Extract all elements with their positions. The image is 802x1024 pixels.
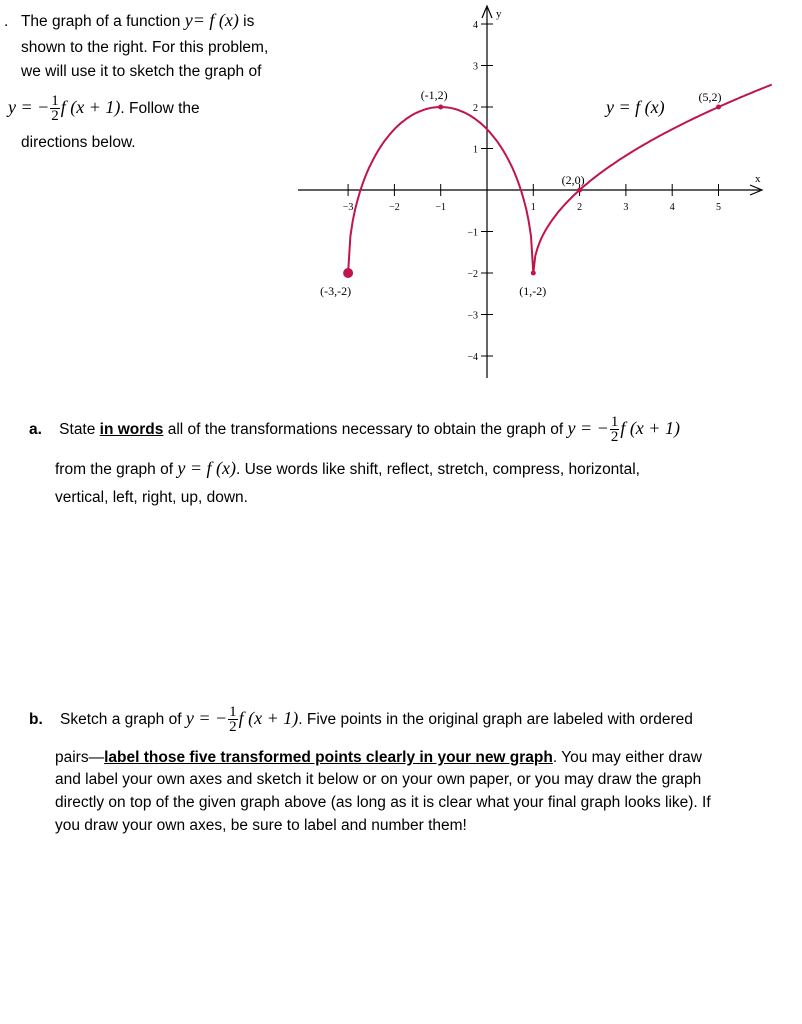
y-tick-label: −4 [467,352,478,363]
x-tick-label: 4 [669,202,675,213]
graph-point-label: (2,0) [561,173,585,187]
part-b-line-2-emphasis: label those five transformed points clearly in your new graph [104,749,553,766]
intro-line-2: shown to the right. For this problem, [21,39,269,56]
part-a-line-2-post: . Use words like shift, reflect, stretch, compress, horizontal, [235,461,640,478]
part-b-line-2 [55,748,702,768]
graph-axes [298,6,762,378]
graph-point-marker [343,268,353,278]
intro-line-3: we will use it to sketch the graph of [21,63,262,80]
intro-line-4-post: . Follow the [120,100,200,117]
part-b-post: . Five points in the original graph are labeled with ordered [298,711,693,728]
graph-ticks [343,20,721,363]
part-a-eq-fraction: $\frac{1}{2}$ [610,414,619,446]
part-b-pre: Sketch a graph of [60,711,182,728]
part-a-line-1 [29,413,680,445]
part-a-line-2-pre: from the graph of [55,461,174,478]
graph-point-label: (1,-2) [519,284,547,298]
part-b-line-2-pre: pairs— [55,749,105,766]
x-tick-label: −2 [389,202,400,213]
part-b-line-4: directly on top of the given graph above (as long as it is clear what your final graph looks like). If [55,794,711,811]
part-a-eq-lhs: y = − [567,418,609,438]
intro-eq2-lhs: y = − [8,97,50,117]
y-tick-label: −2 [467,269,478,280]
part-b-line-3: and label your own axes and sketch it below or on your own paper, or you may draw the graph [55,771,702,788]
intro-bullet: . [4,13,9,30]
graph-point-label: (-3,-2) [320,284,352,298]
x-axis-label: x [755,173,761,185]
x-tick-label: 3 [623,202,629,213]
part-a-post: all of the transformations necessary to obtain the graph of [163,421,564,438]
part-b-marker: b. [29,711,43,728]
y-tick-label: 2 [473,103,478,114]
part-a-line-2 [55,458,640,480]
part-b-line-2-post: . You may either draw [552,749,702,766]
part-a-line-3: vertical, left, right, up, down. [55,489,248,506]
intro-eq2-rhs: f (x + 1) [60,97,121,117]
y-tick-label: 1 [473,144,478,156]
graph-point-marker [531,271,536,276]
part-a-pre: State [59,421,100,438]
graph-point-marker [577,188,582,193]
intro-eq-rhs: = f (x) [192,10,239,30]
intro-line-5: directions below. [21,134,136,151]
curve-label: y = f (x) [606,97,665,117]
graph-point-label: (5,2) [698,90,722,104]
graph-point-marker [438,105,443,110]
intro-eq-lhs: y [184,10,193,30]
graph-point-label: (-1,2) [420,88,448,102]
function-graph [0,0,802,400]
part-b-eq-lhs: y = − [185,708,228,728]
y-tick-label: −3 [467,310,478,322]
y-tick-label: 4 [473,20,478,31]
part-a-emphasis: in words [99,421,164,438]
y-axis-label: y [496,8,502,20]
part-a-line-2-eq: y = f (x) [177,458,236,478]
y-tick-label: 3 [473,61,478,73]
x-tick-label: −1 [435,202,447,213]
intro-line-1-pre: The graph of a function [20,13,181,30]
graph-point-marker [716,105,721,110]
part-b-line-1 [29,703,693,735]
part-b-eq-fraction: $\frac{1}{2}$ [229,704,237,736]
part-b-eq-rhs: f (x + 1) [238,708,299,728]
part-b-line-5: you draw your own axes, be sure to label and number them! [55,817,467,834]
x-tick-label: 2 [577,202,583,213]
intro-eq2-fraction: $\frac{1}{2}$ [51,93,59,125]
part-a-eq-rhs: f (x + 1) [620,418,680,438]
part-a-marker: a. [29,421,42,438]
x-tick-label: 1 [530,202,536,213]
x-tick-label: 5 [716,202,721,213]
y-tick-label: −1 [467,227,478,239]
x-tick-label: −3 [342,202,354,213]
intro-line-1-post: is [243,13,255,30]
